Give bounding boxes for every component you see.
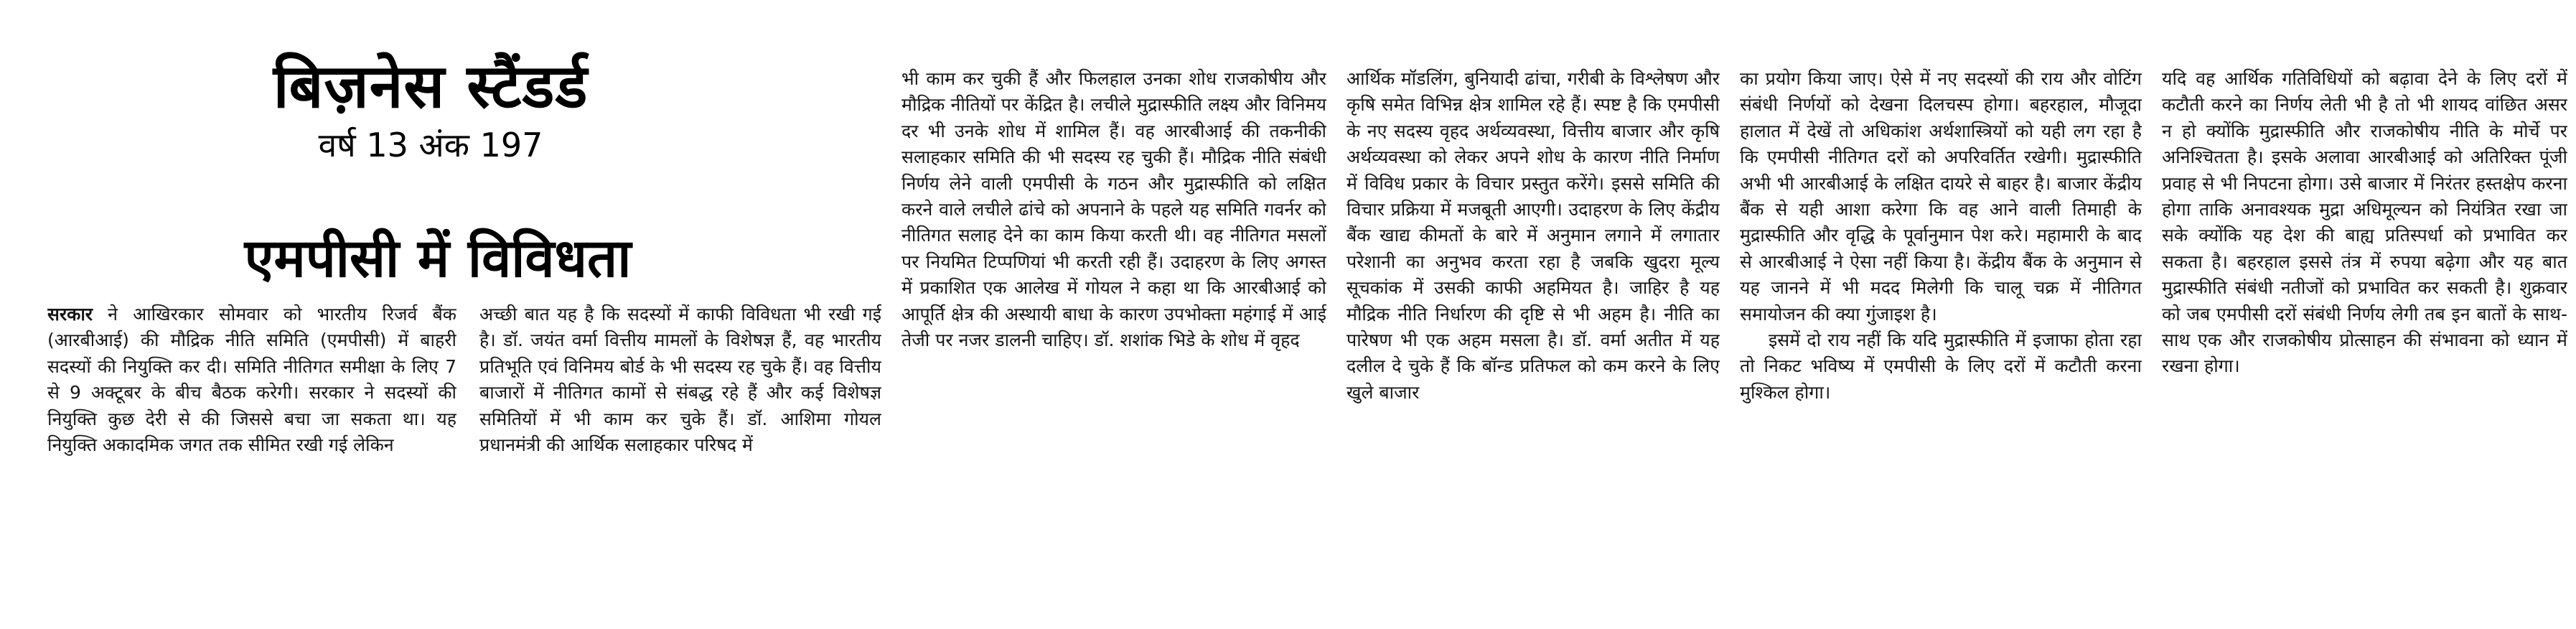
article-column-4 xyxy=(1346,66,1720,619)
article-column-6 xyxy=(2162,66,2567,619)
newspaper-name: बिज़नेस स्टैंडर्ड xyxy=(273,51,589,121)
column-5-text: का प्रयोग किया जाए। ऐसे में नए सदस्यों की राय और वोटिंग संबंधी निर्णयों को देखना दिलचस्प होगा। बहरहाल, मौजूदा हालात में देखें तो अधिकांश अर्थशास्त्रियों को यही लग रहा है कि एमपीसी नीतिगत दरों को अपरिवर्तित रखेगी। मुद्रास्फीति अभी भी आरबीआई के लक्षित दायरे से बाहर है। बाजार केंद्रीय बैंक से यही आशा करेगा कि वह आने वाली तिमाही के मुद्रास्फीति और वृद्धि के पूर्वानुमान पेश करे। महामारी के बाद से आरबीआई ने ऐसा नहीं किया है। केंद्रीय बैंक के अनुमान से यह जानने में भी मदद मिलेगी कि चालू चक्र में नीतिगत समायोजन की क्या गुंजाइश है। xyxy=(1740,68,2142,325)
article-column-2 xyxy=(479,302,881,618)
column-6-text: यदि वह आर्थिक गतिविधियों को बढ़ावा देने के लिए दरों में कटौती करने का निर्णय लेती भी है तो भी शायद वांछित असर न हो क्योंकि मुद्रास्फीति और राजकोषीय नीति के मोर्चे पर अनिश्चितता है। इसके अलावा आरबीआई को अतिरिक्त पूंजी प्रवाह से भी निपटना होगा। उसे बाजार में निरंतर हस्तक्षेप करना होगा ताकि अनावश्यक मुद्रा अधिमूल्यन को नियंत्रित रखा जा सके क्योंकि यह देश की बाह्य प्रतिस्पर्धा को प्रभावित कर सकता है। बहरहाल इससे तंत्र में रुपया बढ़ेगा और यह बात मुद्रास्फीति संबंधी नतीजों को प्रभावित कर सकती है। शुक्रवार को जब एमपीसी दरों संबंधी निर्णय लेगी तब इन बातों के साथ-साथ एक और राजकोषीय प्रोत्साहन की संभावना को ध्यान में रखना होगा। xyxy=(2162,68,2567,377)
column-3-text: भी काम कर चुकी हैं और फिलहाल उनका शोध राजकोषीय और मौद्रिक नीतियों पर केंद्रित है। लचीले मुद्रास्फीति लक्ष्य और विनिमय दर भी उनके शोध में शामिल हैं। वह आरबीआई की तकनीकी सलाहकार समिति की भी सदस्य रह चुकी हैं। मौद्रिक नीति संबंधी निर्णय लेने वाली एमपीसी के गठन और मुद्रास्फीति को लक्षित करने वाले लचीले ढांचे को अपनाने के पहले यह समिति गवर्नर को नीतिगत सलाह देने का काम किया करती थी। वह नीतिगत मसलों पर नियमित टिप्पणियां भी करती रही हैं। उदाहरण के लिए अगस्त में प्रकाशित एक आलेख में गोयल ने कहा था कि आरबीआई को आपूर्ति क्षेत्र की अस्थायी बाधा के कारण उपभोक्ता महंगाई में आई तेजी पर नजर डालनी चाहिए। डॉ. शशांक भिडे के शोध में वृहद xyxy=(901,68,1326,351)
article-column-1 xyxy=(47,302,456,618)
issue-number: वर्ष 13 अंक 197 xyxy=(318,126,543,164)
article-column-5 xyxy=(1740,66,2142,619)
column-2-text: अच्छी बात यह है कि सदस्यों में काफी विविधता भी रखी गई है। डॉ. जयंत वर्मा वित्तीय मामलों के विशेषज्ञ हैं, वह भारतीय प्रतिभूति एवं विनिमय बोर्ड के भी सदस्य रह चुके हैं। वह वित्तीय बाजारों में नीतिगत कामों से संबद्ध रहे हैं और कई विशेषज्ञ समितियों में भी काम कर चुके हैं। डॉ. आशिमा गोयल प्रधानमंत्री की आर्थिक सलाहकार परिषद में xyxy=(479,304,881,456)
article-column-3 xyxy=(901,66,1326,619)
column-1-text: ने आखिरकार सोमवार को भारतीय रिजर्व बैंक (आरबीआई) की मौद्रिक नीति समिति (एमपीसी) में बाहरी सदस्यों की नियुक्ति कर दी। समिति नीतिगत समीक्षा के लिए 7 से 9 अक्टूबर के बीच बैठक करेगी। सरकार ने सदस्यों की नियुक्ति कुछ देरी से की जिससे बचा जा सकता था। यह नियुक्ति अकादमिक जगत तक सीमित रखी गई लेकिन xyxy=(47,304,456,456)
editorial-headline: एमपीसी में विविधता xyxy=(244,228,632,289)
column-4-text: आर्थिक मॉडलिंग, बुनियादी ढांचा, गरीबी के विश्लेषण और कृषि समेत विभिन्न क्षेत्र शामिल रहे हैं। स्पष्ट है कि एमपीसी के नए सदस्य वृहद अर्थव्यवस्था, वित्तीय बाजार और कृषि अर्थव्यवस्था को लेकर अपने शोध के कारण नीति निर्माण में विविध प्रकार के विचार प्रस्तुत करेंगे। इससे समिति की विचार प्रक्रिया में मजबूती आएगी। उदाहरण के लिए केंद्रीय बैंक खाद्य कीमतों के बारे में अनुमान लगाने में लगातार परेशानी का अनुभव करता रहा है जबकि खुदरा मूल्य सूचकांक में उसकी काफी अहमियत है। जाहिर है यह मौद्रिक नीति निर्धारण की दृष्टि से भी अहम है। नीति का पारेषण भी एक अहम मसला है। डॉ. वर्मा अतीत में यह दलील दे चुके हैं कि बॉन्ड प्रतिफल को कम करने के लिए खुले बाजार xyxy=(1346,68,1720,403)
lead-word: सरकार xyxy=(47,304,93,325)
masthead xyxy=(187,50,675,167)
column-5-paragraph-2: इसमें दो राय नहीं कि यदि मुद्रास्फीति में इजाफा होता रहा तो निकट भविष्य में एमपीसी के लिए दरों में कटौती करना मुश्किल होगा। xyxy=(1740,330,2142,403)
